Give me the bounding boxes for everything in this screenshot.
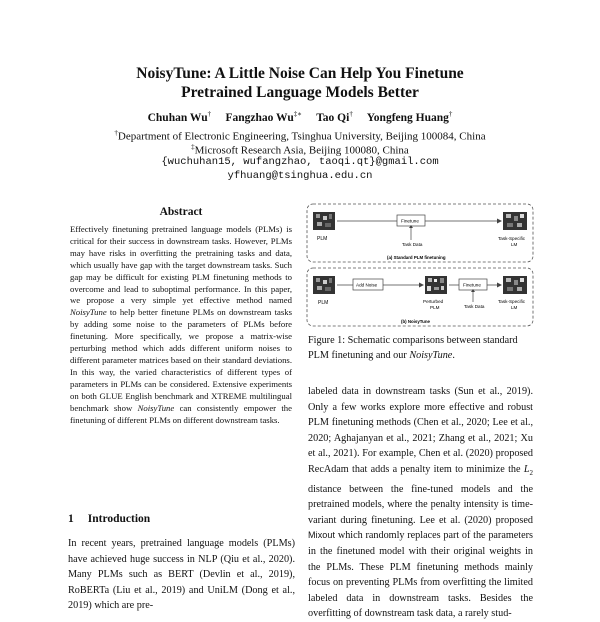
method-name: Mixout [308,530,336,541]
section-number: 1 [68,513,74,525]
fig-label-task-data: Task Data [402,242,423,247]
fig-caption-a: (a) Standard PLM finetuning [387,255,446,260]
fig-label-lm: LM [511,242,518,247]
affiliation-text: Microsoft Research Asia, Beijing 100080, China [194,144,409,157]
fig-label-task-specific: Task-Specific [498,299,526,304]
right-column-body [308,384,533,622]
fig-label-task-data: Task Data [464,304,485,309]
fig-label-plm: PLM [318,300,329,306]
fig-label-finetune: Finetune [401,218,419,224]
abstract-body [70,224,292,426]
abstract-text: can consistently empower the finetuning of different PLMs on different downstream tasks. [70,402,292,425]
arrow-head [497,219,502,224]
plm-grid-icon [313,276,335,294]
method-name: NoisyTune [409,349,453,361]
body-text: which randomly replaces part of the parameters in the finetuned model with their original weights in the PLMs. These PLM finetuning methods mainly focus on preventing PLMs from overfitting the limited labeled data in downstream tasks. Besides the overfitting of downstream task data, a rarely stud- [308,530,533,620]
math-subscript: 2 [529,469,533,477]
affiliation-mark: † [114,129,118,137]
author-name: Chuhan Wu [147,111,208,124]
body-text: labeled data in downstream tasks (Sun et al., 2019). Only a few works explore more effective and robust PLM finetuning methods (Chen et al., 2020; Lee et al., 2020; Aghajanyan et al., 2021; Zhang et al., 2021; Xu et al., 2021). For example, Chen et al. (2020) proposed RecAdam that adds a penalty item to minimize the [308,386,533,475]
caption-text: . [452,349,455,361]
fig-label-finetune: Finetune [463,282,481,288]
author-mark: † [207,110,212,118]
math-symbol: L [523,463,530,475]
fig-label-plm: PLM [317,236,328,242]
author-name: Tao Qi [316,111,350,124]
figure-1-caption [308,334,533,363]
section-title: Introduction [87,513,151,525]
fig-label-perturbed: Perturbed [423,299,444,304]
abstract-heading: Abstract [159,206,203,218]
body-text: distance between the fine-tuned models and the pretrained models, where the penalty intensity is time-variant during finetuning. Lee et al. (2020) proposed [308,483,533,526]
email-line-2: yfhuang@tsinghua.edu.cn [227,170,373,182]
caption-text: Figure 1: Schematic comparisons between standard PLM finetuning and our [308,335,518,361]
author-list [0,110,600,124]
paper-title-line-1: NoisyTune: A Little Noise Can Help You Finetune [136,65,464,82]
fig-label-lm: LM [511,305,518,310]
figure-1-diagram [305,202,535,330]
panel-b-border [307,268,533,326]
author-mark: ‡∗ [293,110,303,118]
author-name: Yongfeng Huang [366,111,449,124]
task-lm-grid-icon [503,212,527,230]
introduction-body: In recent years, pretrained language models (PLMs) have achieved huge success in NLP (Qiu et al., 2020). Many PLMs such as BERT (Devlin et al., 2019), RoBERTa (Liu et al., 2019) and UniLM (Dong et al., 2019) which are pre- [68,538,295,612]
affiliation-text: Department of Electronic Engineering, Tsinghua University, Beijing 100084, China [117,130,486,143]
plm-grid-icon [313,212,335,230]
method-name: NoisyTune [137,402,175,413]
author-mark: † [448,110,453,118]
affiliation-mark: ‡ [191,143,195,151]
section-heading-introduction [68,513,150,525]
fig-label-task-specific: Task-Specific [498,236,526,241]
arrow-head [419,283,424,288]
method-name: NoisyTune [70,307,107,318]
perturbed-plm-grid-icon [425,276,447,294]
fig-label-add-noise: Add Noise [356,282,378,288]
fig-label-perturbed-plm: PLM [430,305,440,310]
task-lm-grid-icon [503,276,527,294]
panel-a-border [307,204,533,262]
abstract-text: Effectively finetuning pretrained language models (PLMs) is critical for their success in downstream tasks. However, PLMs may have risks in overfitting the pretraining tasks and data, which usually have gap with the target downstream tasks. Such gap may be difficult for existing PLM finetuning methods to overcome and lead to suboptimal performance. In this paper, we propose a very simple yet effective method named [70,224,292,306]
author-mark: † [349,110,353,118]
paper-title-line-2: Pretrained Language Models Better [181,84,419,101]
abstract-text: to help better finetune PLMs on downstream tasks by adding some noise to the parameters of PLMs before finetuning. More specifically, we propose a matrix-wise perturbing method which adds different uniform noises to different parameter matrices based on their standard deviations. In this way, the varied characteristics of different types of parameters in PLMs can be considered. Extensive experiments on both GLUE English benchmark and XTREME multilingual benchmark show [70,307,292,413]
fig-caption-b: (b) NoisyTune [401,319,430,324]
arrow-head [497,283,502,288]
author-name: Fangzhao Wu [225,111,294,124]
email-line-1: {wuchuhan15, wufangzhao, taoqi.qt}@gmail.com [161,156,439,168]
